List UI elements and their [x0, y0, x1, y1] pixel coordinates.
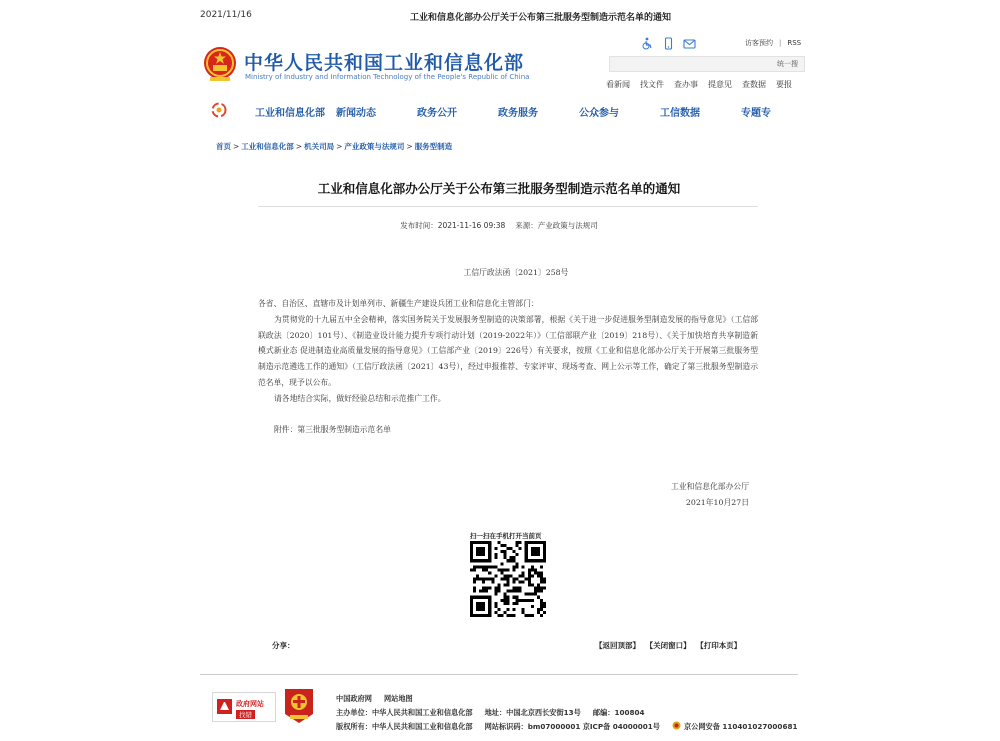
- site-name-english: Ministry of Industry and Information Technology of the People's Republic of China: [245, 73, 530, 81]
- copyright-label: 版权所有：: [336, 722, 372, 731]
- site-name[interactable]: 中华人民共和国工业和信息化部: [244, 52, 525, 74]
- host: 中华人民共和国工业和信息化部: [371, 708, 473, 717]
- breadcrumb-service-manufacturing[interactable]: 服务型制造: [414, 142, 453, 151]
- quick-links: [606, 79, 792, 90]
- source: 产业政策与法规司: [537, 221, 598, 230]
- article-title: 工业和信息化部办公厅关于公布第三批服务型制造示范名单的通知: [317, 181, 681, 196]
- body-paragraph: 为贯彻党的十九届五中全会精神，落实国务院关于发展服务型制造的决策部署，根据《关于进一步促进服务型制造发展的指导意见》（工信部联政法〔2020〕101号）、《制造业设计能力提升专项行动计划（2019-2022年）》（工信部联产业〔2019〕218号）、《关于加快培育共享制造新模式新业态 促进制造业高质量发展的指导意见》（工信部产业〔2019〕226号）有关要求，按照《工业和信息化部办公厅关于开展第三批服务型制造示范遴选工作的通知》（工信厅政法函〔2021〕43号），经过申报推荐、专家评审、现场考查、网上公示等工作，确定了第三批服务型制造示范名单，现予以公布。: [258, 314, 758, 387]
- icp-record[interactable]: 京ICP备 04000001号: [582, 722, 660, 731]
- top-links: 访客预约 | RSS: [745, 39, 802, 47]
- qr-code-image: [470, 541, 546, 617]
- body-paragraph: 请各地结合实际，做好经验总结和示范推广工作。: [274, 393, 446, 403]
- signature-org: 工业和信息化部办公厅: [671, 482, 749, 491]
- breadcrumb-departments[interactable]: 机关司局: [304, 142, 335, 151]
- qr-caption: 扫一扫在手机打开当前页: [470, 532, 542, 540]
- article-meta: [200, 220, 798, 231]
- page: [200, 28, 802, 741]
- nav-item-open-government[interactable]: 政务公开: [417, 108, 457, 119]
- site-id-label: 网站标识码：: [484, 722, 528, 731]
- error-report-icon: [217, 699, 232, 714]
- nav-item-topics[interactable]: 专题专: [741, 108, 771, 119]
- page-actions: [595, 640, 744, 651]
- postcode-label: 邮编：: [592, 708, 615, 717]
- attachment-link[interactable]: 附件：第三批服务型制造示范名单: [274, 424, 391, 434]
- breadcrumb: 首页 > 工业和信息化部 > 机关司局 > 产业政策与法规司 > 服务型制造: [216, 142, 453, 151]
- footer-link-gov[interactable]: 中国政府网: [336, 694, 372, 703]
- quick-link-documents[interactable]: 找文件: [640, 80, 664, 89]
- share-label: 分享：: [272, 641, 295, 650]
- back-to-top-link[interactable]: 【返回顶部】: [595, 641, 640, 650]
- breadcrumb-policy-department[interactable]: 产业政策与法规司: [344, 142, 405, 151]
- footer-divider: [200, 674, 798, 675]
- nav-item-news[interactable]: 新闻动态: [336, 108, 376, 119]
- party-organization-badge-icon[interactable]: [284, 688, 314, 724]
- police-badge-icon: [672, 721, 681, 730]
- copyright: 中华人民共和国工业和信息化部: [371, 722, 473, 731]
- gov-website-error-report-badge[interactable]: [212, 692, 276, 722]
- breadcrumb-home[interactable]: 首页: [216, 142, 231, 151]
- nav-item-data[interactable]: 工信数据: [660, 108, 700, 119]
- gov-badge-action: 找错: [236, 710, 255, 719]
- rss-link[interactable]: RSS: [787, 39, 802, 47]
- host-label: 主办单位：: [336, 708, 372, 717]
- print-header-title: 工业和信息化部办公厅关于公布第三批服务型制造示范名单的通知: [410, 13, 672, 23]
- national-emblem-icon: [203, 46, 237, 82]
- site-id: bm07000001: [527, 722, 581, 731]
- quick-link-data[interactable]: 查数据: [742, 80, 766, 89]
- mail-icon[interactable]: [683, 35, 696, 48]
- title-divider: [258, 206, 758, 207]
- nav-item-ministry[interactable]: 工业和信息化部: [255, 108, 325, 119]
- article-body: [258, 296, 758, 437]
- address-label: 地址：: [484, 708, 507, 717]
- print-date: 2021/11/16: [200, 10, 252, 20]
- accessibility-tools: [641, 35, 696, 48]
- footer-link-sitemap[interactable]: 网站地图: [383, 694, 413, 703]
- search-input[interactable]: 统一搜: [609, 56, 805, 72]
- quick-link-reports[interactable]: 要报: [776, 80, 792, 89]
- footer-info: [336, 692, 797, 734]
- quick-link-feedback[interactable]: 提意见: [708, 80, 732, 89]
- signature-date: 2021年10月27日: [685, 497, 749, 507]
- document-number: 工信厅政法函〔2021〕258号: [463, 268, 569, 277]
- publish-time: 2021-11-16 09:38: [437, 221, 506, 230]
- main-nav: [200, 96, 798, 124]
- postcode: 100804: [614, 708, 645, 717]
- signature: [671, 479, 749, 511]
- nav-item-gov-services[interactable]: 政务服务: [498, 108, 538, 119]
- close-window-link[interactable]: 【关闭窗口】: [645, 641, 691, 650]
- quick-link-news[interactable]: 看新闻: [606, 80, 630, 89]
- publish-time-label: 发布时间：: [400, 221, 438, 230]
- police-record[interactable]: 京公网安备 110401027000681: [683, 722, 798, 731]
- quick-link-services[interactable]: 查办事: [674, 80, 698, 89]
- mobile-icon[interactable]: [662, 35, 675, 48]
- wheelchair-icon[interactable]: [641, 35, 654, 48]
- print-page-link[interactable]: 【打印本页】: [696, 641, 742, 650]
- home-logo-icon[interactable]: [211, 102, 227, 118]
- nav-item-public-participation[interactable]: 公众参与: [579, 108, 619, 119]
- gov-badge-title: 政府网站: [236, 700, 264, 708]
- visitor-appointment-link[interactable]: 访客预约: [745, 39, 773, 47]
- source-label: 来源：: [515, 221, 538, 230]
- breadcrumb-ministry[interactable]: 工业和信息化部: [241, 142, 294, 151]
- address: 中国北京西长安街13号: [506, 708, 581, 717]
- salutation: 各省、自治区、直辖市及计划单列市、新疆生产建设兵团工业和信息化主管部门：: [258, 299, 539, 308]
